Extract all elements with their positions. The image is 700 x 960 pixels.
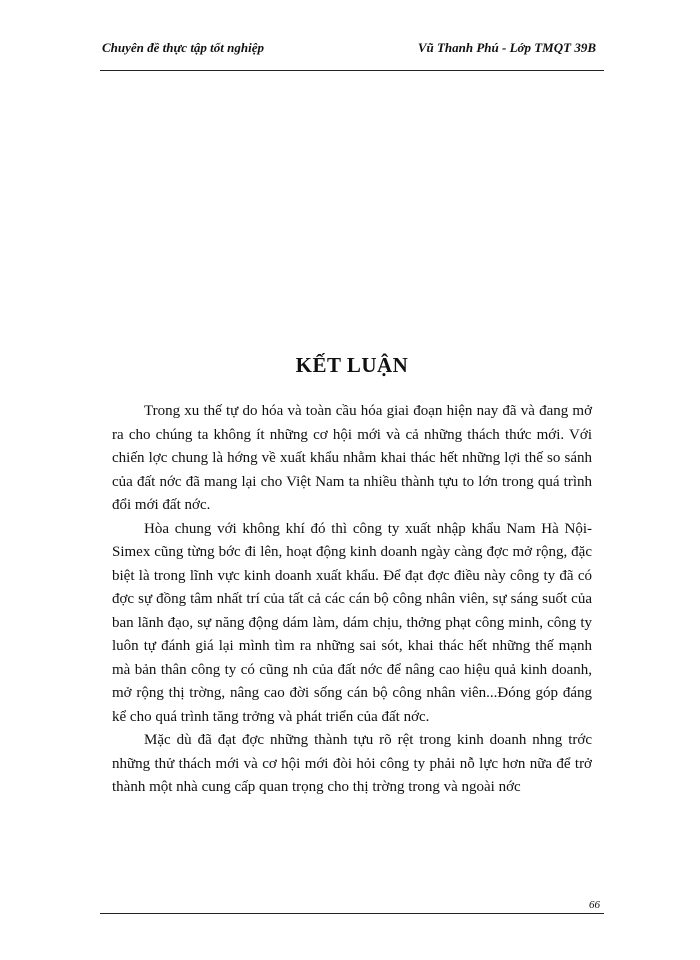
page-number: 66 bbox=[589, 899, 600, 911]
page-header bbox=[100, 38, 602, 60]
header-document-type: Chuyên đề thực tập tốt nghiệp bbox=[102, 40, 264, 55]
header-divider bbox=[100, 70, 604, 71]
paragraph-1: Trong xu thế tự do hóa và toàn cầu hóa giai đoạn hiện nay đã và đang mở ra cho chúng ta không ít những cơ hội mới và cả những thách thức mới. Với chiến lợc chung là hớng về xuất khẩu nhằm khai thác hết những lợi thế so sánh của đất nớc đã mang lại cho Việt Nam ta nhiều thành tựu to lớn trong quá trình đổi mới đất nớc. bbox=[112, 403, 592, 513]
footer-divider bbox=[100, 913, 604, 914]
header-author: Vũ Thanh Phú - Lớp TMQT 39B bbox=[417, 40, 596, 55]
page-title: KẾT LUẬN bbox=[295, 353, 409, 377]
body-text bbox=[112, 400, 592, 800]
paragraph-2: Hòa chung với không khí đó thì công ty xuất nhập khẩu Nam Hà Nội-Simex cũng từng bớc đi lên, hoạt động kinh doanh ngày càng đợc mở rộng, đặc biệt là trong lĩnh vực kinh doanh xuất khẩu. Để đạt đợc điều này công ty đã có đợc sự đồng tâm nhất trí của tất cả các cán bộ công nhân viên, sự sáng suốt của ban lãnh đạo, sự năng động dám làm, dám chịu, thởng phạt công minh, công ty luôn tự đánh giá lại mình tìm ra những sai sót, khai thác hết những thế mạnh mà bản thân công ty có cũng nh của đất nớc để nâng cao hiệu quả kinh doanh, mở rộng thị trờng, nâng cao đời sống cán bộ công nhân viên...Đóng góp đáng kể cho quá trình tăng trởng và phát triển của đất nớc. bbox=[112, 520, 592, 725]
paragraph-3: Mặc dù đã đạt đợc những thành tựu rõ rệt trong kinh doanh nhng trớc những thử thách mới và cơ hội mới đòi hỏi công ty phải nỗ lực hơn nữa để trở thành một nhà cung cấp quan trọng cho thị trờng trong và ngoài nớc bbox=[112, 732, 592, 795]
